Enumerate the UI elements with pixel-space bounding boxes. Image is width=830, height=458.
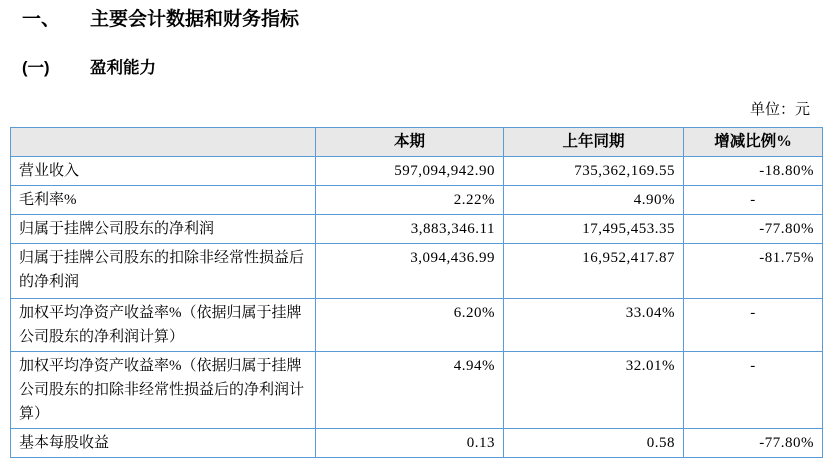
row-label-cell: 毛利率%	[11, 186, 316, 215]
row-label-cell: 基本每股收益	[11, 429, 316, 458]
current-period-cell: 3,883,346.11	[316, 215, 504, 244]
prior-period-cell: 33.04%	[504, 299, 684, 352]
section-number: 一、	[22, 9, 61, 30]
table-row-weighted-roe-excl-nonrecurring	[11, 352, 823, 429]
prior-period-cell: 4.90%	[504, 186, 684, 215]
table-row-weighted-roe-net-profit	[11, 299, 823, 352]
subsection-number: (一)	[22, 59, 50, 77]
header-prior-period-cell: 上年同期	[504, 128, 684, 157]
table-row-net-profit	[11, 215, 823, 244]
current-period-cell: 3,094,436.99	[316, 244, 504, 299]
change-ratio-cell: -	[684, 299, 823, 352]
row-label-cell: 归属于挂牌公司股东的净利润	[11, 215, 316, 244]
prior-period-cell: 735,362,169.55	[504, 157, 684, 186]
change-ratio-cell: -	[684, 186, 823, 215]
row-label-cell: 营业收入	[11, 157, 316, 186]
profitability-table	[10, 127, 823, 458]
header-change-ratio-cell: 增减比例%	[684, 128, 823, 157]
table-header-row	[11, 128, 823, 157]
row-label-cell: 归属于挂牌公司股东的扣除非经常性损益后的净利润	[11, 244, 316, 299]
change-ratio-cell: -18.80%	[684, 157, 823, 186]
prior-period-cell: 16,952,417.87	[504, 244, 684, 299]
current-period-cell: 2.22%	[316, 186, 504, 215]
change-ratio-cell: -	[684, 352, 823, 429]
current-period-cell: 6.20%	[316, 299, 504, 352]
table-row-net-profit-excl-nonrecurring	[11, 244, 823, 299]
table-row-basic-eps	[11, 429, 823, 458]
subsection-title: 盈利能力	[90, 59, 156, 77]
current-period-cell: 0.13	[316, 429, 504, 458]
table-row-operating-revenue	[11, 157, 823, 186]
section-heading	[22, 8, 830, 32]
header-indicator-cell	[11, 128, 316, 157]
header-current-period-cell: 本期	[316, 128, 504, 157]
prior-period-cell: 0.58	[504, 429, 684, 458]
prior-period-cell: 32.01%	[504, 352, 684, 429]
current-period-cell: 597,094,942.90	[316, 157, 504, 186]
prior-period-cell: 17,495,453.35	[504, 215, 684, 244]
section-title: 主要会计数据和财务指标	[90, 9, 300, 30]
unit-note: 单位：元	[749, 102, 810, 118]
current-period-cell: 4.94%	[316, 352, 504, 429]
table-row-gross-margin	[11, 186, 823, 215]
row-label-cell: 加权平均净资产收益率%（依据归属于挂牌公司股东的扣除非经常性损益后的净利润计算）	[11, 352, 316, 429]
change-ratio-cell: -81.75%	[684, 244, 823, 299]
change-ratio-cell: -77.80%	[684, 215, 823, 244]
row-label-cell: 加权平均净资产收益率%（依据归属于挂牌公司股东的净利润计算）	[11, 299, 316, 352]
change-ratio-cell: -77.80%	[684, 429, 823, 458]
subsection-heading	[22, 57, 830, 79]
